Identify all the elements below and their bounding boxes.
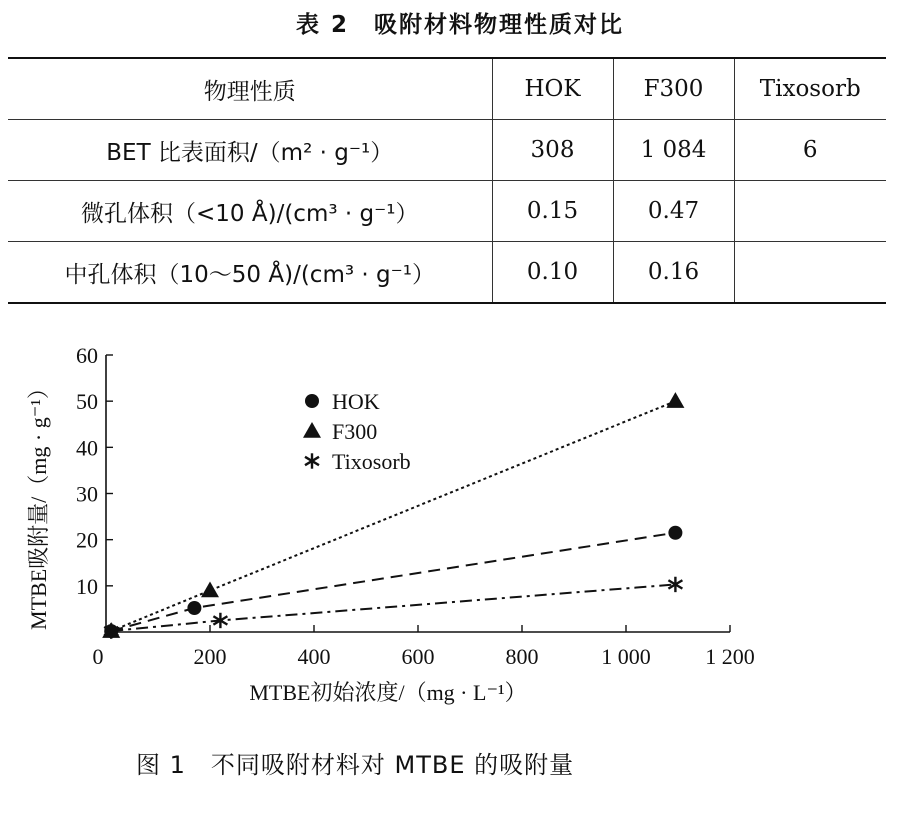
legend-marker-tixosorb [305, 453, 319, 468]
table-title: 表 2 吸附材料物理性质对比 [295, 12, 624, 38]
row-property-mesopore: 中孔体积（10～50 Å)/(cm³ · g⁻¹） [8, 242, 492, 304]
cell-value: 6 [734, 120, 886, 181]
x-axis-label: MTBE初始浓度/（mg · L⁻¹） [249, 680, 527, 705]
x-tick-label: 400 [297, 644, 331, 669]
y-tick-label: 50 [76, 389, 98, 415]
legend [303, 389, 411, 474]
data-point-f300 [201, 581, 219, 597]
x-tick-label: 0 [92, 644, 104, 669]
figure-caption: 图 1 不同吸附材料对 MTBE 的吸附量 [136, 751, 575, 779]
cell-value: 0.10 [492, 242, 613, 304]
legend-marker-f300 [303, 422, 321, 438]
x-tick-label: 1 000 [601, 644, 651, 669]
table-row [8, 242, 886, 304]
cell-value: 308 [492, 120, 613, 181]
cell-value: 0.16 [613, 242, 734, 304]
properties-table [8, 57, 886, 304]
legend-label-f300: F300 [332, 419, 378, 444]
header-f300: F300 [613, 58, 734, 120]
row-property-micropore: 微孔体积（<10 Å)/(cm³ · g⁻¹） [8, 181, 492, 242]
cell-value [734, 242, 886, 304]
series-line-f300 [111, 401, 675, 631]
y-tick-label: 10 [76, 573, 98, 599]
adsorption-chart [0, 330, 920, 730]
header-property: 物理性质 [8, 58, 492, 120]
data-point-f300 [666, 392, 684, 408]
table-row [8, 181, 886, 242]
legend-label-hok: HOK [332, 389, 380, 414]
y-tick-label: 60 [76, 343, 98, 368]
table-header-row [8, 58, 886, 120]
table-row [8, 120, 886, 181]
cell-value [734, 181, 886, 242]
x-tick-label: 200 [193, 644, 227, 669]
series-line-hok [111, 533, 675, 631]
x-tick-label: 800 [505, 644, 539, 669]
y-tick-label: 40 [76, 435, 98, 461]
y-tick-label: 30 [76, 481, 98, 507]
cell-value: 1 084 [613, 120, 734, 181]
x-tick-label: 600 [401, 644, 435, 669]
cell-value: 0.15 [492, 181, 613, 242]
header-hok: HOK [492, 58, 613, 120]
y-tick-label: 20 [76, 527, 98, 553]
data-point-hok [668, 526, 682, 540]
y-axis-label: MTBE吸附量/（mg · g⁻¹） [26, 377, 51, 630]
data-point-hok [187, 601, 201, 615]
header-tixosorb: Tixosorb [734, 58, 886, 120]
cell-value: 0.47 [613, 181, 734, 242]
legend-marker-hok [305, 394, 319, 408]
legend-label-tixosorb: Tixosorb [332, 449, 411, 474]
x-tick-label: 1 200 [705, 644, 755, 669]
row-property-bet: BET 比表面积/（m² · g⁻¹） [8, 120, 492, 181]
